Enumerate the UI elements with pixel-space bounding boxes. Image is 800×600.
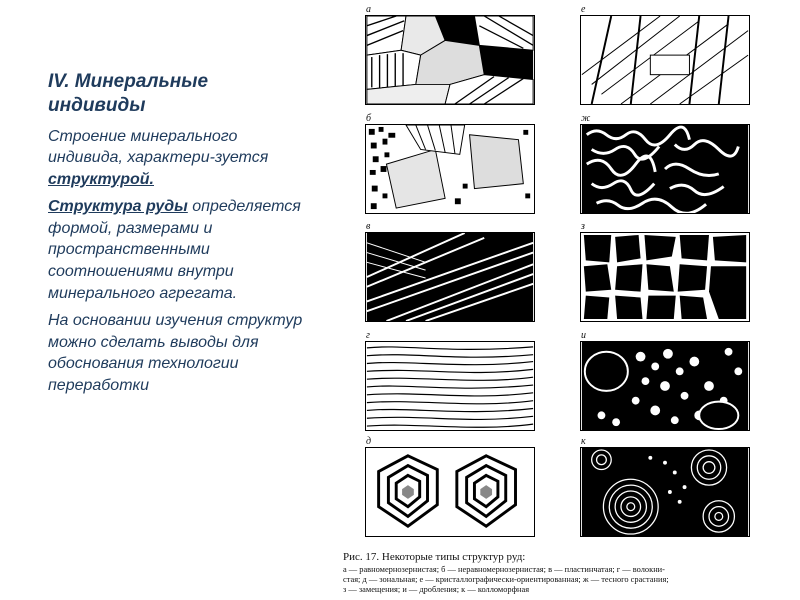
panel-letter-a: а: [366, 4, 371, 15]
paragraph-structure-definition: [48, 126, 308, 191]
text-column: [48, 70, 308, 403]
panel-letter-zh: ж: [581, 113, 591, 124]
panel-replacement: [580, 232, 750, 322]
replacement-texture-image: [581, 233, 749, 321]
panel-crystallographic: [580, 15, 750, 105]
intergrowth-texture-image: [581, 125, 749, 213]
slide-heading: IV. Минеральные индивиды: [48, 71, 209, 116]
panel-letter-i: и: [581, 330, 586, 341]
caption-line-1: а — равномернозернистая; б — неравномернозернистая; в — пластинчатая; г — волокни-: [343, 565, 665, 574]
panel-letter-k: к: [581, 436, 586, 447]
caption-title: Рис. 17. Некоторые типы структур руд:: [343, 551, 526, 563]
panel-intergrowth: [580, 124, 750, 214]
panel-letter-z: з: [581, 221, 585, 232]
panel-zonal: [365, 447, 535, 537]
term-structure: структурой.: [48, 170, 154, 188]
platy-texture-image: [366, 233, 534, 321]
paragraph-conclusion: На основании изучения структур можно сделать выводы для обоснования технологии переработки: [48, 312, 303, 395]
paragraph-1-text: Строение минерального индивида, характери-зуется: [48, 127, 269, 167]
inequigranular-texture-image: [366, 125, 534, 213]
panel-inequigranular: [365, 124, 535, 214]
panel-letter-d: д: [366, 436, 372, 447]
panel-letter-g: г: [366, 330, 370, 341]
panel-equigranular: [365, 15, 535, 105]
figure-caption: [343, 551, 783, 595]
panel-letter-v: в: [366, 221, 371, 232]
ore-structures-figure: [350, 0, 800, 600]
colloform-texture-image: [581, 448, 749, 536]
panel-letter-b: б: [366, 113, 372, 124]
caption-line-2: стая; д — зональная; е — кристаллографически-ориентированная; ж — тесного срастания;: [343, 575, 669, 584]
panel-crushing: [580, 341, 750, 431]
panel-colloform: [580, 447, 750, 537]
panel-platy: [365, 232, 535, 322]
crystallographic-texture-image: [581, 16, 749, 104]
crushing-texture-image: [581, 342, 749, 430]
paragraph-2-text: определяется формой, размерами и пространственными соотношениями внутри минерального агрегата.: [48, 198, 301, 302]
panel-letter-e: е: [581, 4, 586, 15]
paragraph-ore-structure: [48, 196, 308, 304]
equigranular-texture-image: [366, 16, 534, 104]
zonal-texture-image: [366, 448, 534, 536]
term-ore-structure: Структура руды: [48, 198, 188, 216]
caption-line-3: з — замещения; и — дробления; к — колломорфная: [343, 585, 530, 594]
panel-fibrous: [365, 341, 535, 431]
fibrous-texture-image: [366, 342, 534, 430]
